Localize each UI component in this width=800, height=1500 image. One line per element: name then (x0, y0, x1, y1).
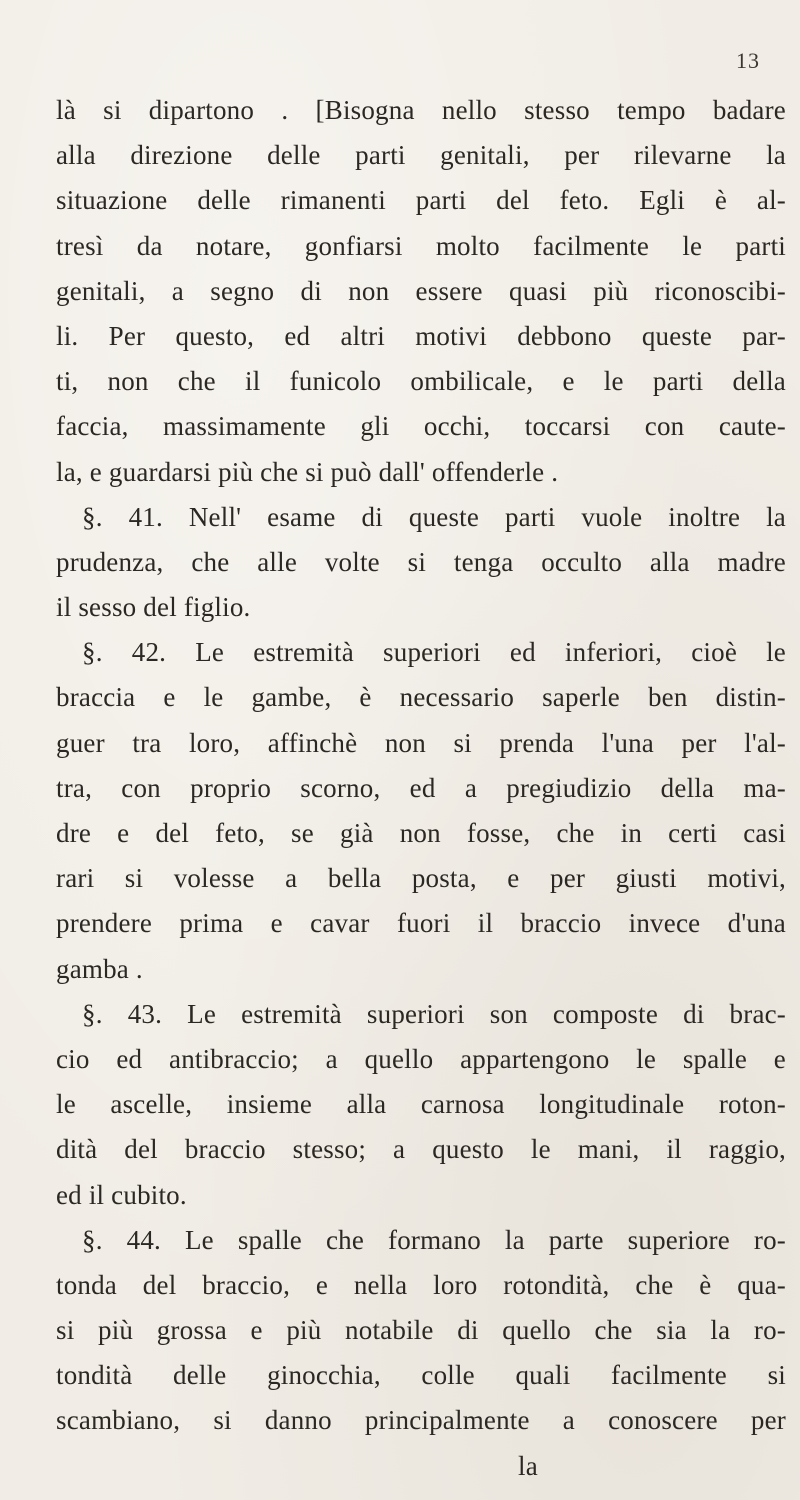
text-line: dre e del feto, se già non fosse, che in certi casi (56, 818, 786, 848)
text-line: tresì da notare, gonfiarsi molto facilmente le parti (56, 230, 786, 261)
text-line: scambiano, si danno principalmente a conoscere per (56, 1405, 786, 1436)
text-line: tonda del braccio, e nella loro rotondità, che è qua- (56, 1269, 786, 1300)
text-line: si più grossa e più notabile di quello che sia la ro- (56, 1315, 786, 1346)
text-line: prendere prima e cavar fuori il braccio invece d'una (56, 908, 786, 939)
text-line: le ascelle, insieme alla carnosa longitudinale roton- (56, 1089, 786, 1120)
paragraph-42-start: §. 42. Le estremità superiori ed inferiori, cioè le (82, 637, 786, 668)
text-line: tondità delle ginocchia, colle quali facilmente si (56, 1360, 786, 1391)
text-line: rari si volesse a bella posta, e per giusti motivi, (56, 863, 786, 894)
paragraph-43-start: §. 43. Le estremità superiori son composte di brac- (82, 998, 786, 1029)
text-line: il sesso del figlio. (56, 592, 251, 623)
text-line: ti, non che il funicolo ombilicale, e le parti della (56, 366, 786, 397)
text-line: gamba . (56, 953, 143, 984)
text-line: alla direzione delle parti genitali, per rilevarne la (56, 140, 786, 171)
text-line: tra, con proprio scorno, ed a pregiudizio della ma- (56, 772, 786, 803)
text-line: genitali, a segno di non essere quasi più riconoscibi- (56, 275, 786, 306)
paragraph-44-start: §. 44. Le spalle che formano la parte superiore ro- (82, 1224, 786, 1255)
catchword: la (518, 1450, 538, 1481)
text-line: dità del braccio stesso; a questo le mani, il raggio, (56, 1134, 786, 1165)
body-text (56, 88, 786, 1489)
text-line: li. Per questo, ed altri motivi debbono queste par- (56, 320, 786, 351)
page-number: 13 (736, 48, 760, 73)
text-line: faccia, massimamente gli occhi, toccarsi con caute- (56, 411, 786, 442)
paragraph-41-start: §. 41. Nell' esame di queste parti vuole inoltre la (82, 501, 786, 532)
text-line: braccia e le gambe, è necessario saperle ben distin- (56, 682, 786, 713)
text-line: là si dipartono . [Bisogna nello stesso tempo badare (56, 95, 786, 125)
text-line: guer tra loro, affinchè non si prenda l'una per l'al- (56, 727, 786, 758)
text-line: la, e guardarsi più che si può dall' offenderle . (56, 456, 559, 487)
text-line: cio ed antibraccio; a quello appartengono le spalle e (56, 1043, 786, 1074)
text-line: prudenza, che alle volte si tenga occulto alla madre (56, 546, 786, 577)
text-line: situazione delle rimanenti parti del feto. Egli è al- (56, 185, 786, 216)
text-line: ed il cubito. (56, 1179, 187, 1210)
